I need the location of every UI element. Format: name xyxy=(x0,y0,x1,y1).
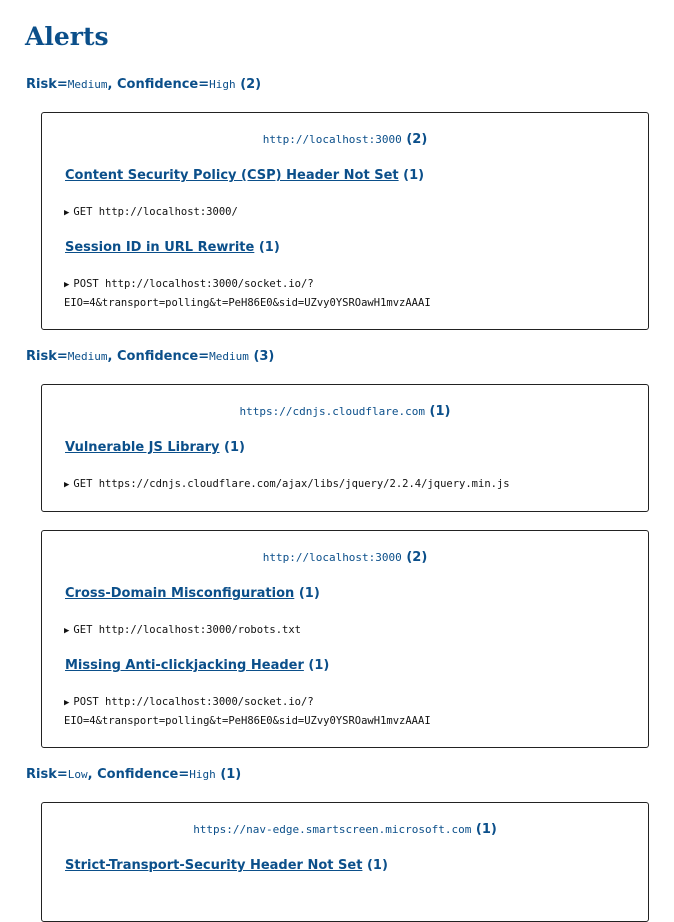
disclosure-triangle-icon: ▶ xyxy=(64,280,70,290)
site-host xyxy=(42,822,648,837)
request-line-continued: EIO=4&transport=polling&t=PeH86E0&sid=UZvy0YSROawH1mvzAAAI xyxy=(64,297,431,309)
request-line-continued: EIO=4&transport=polling&t=PeH86E0&sid=UZvy0YSROawH1mvzAAAI xyxy=(64,715,431,727)
risk-group-heading: Risk=Low, Confidence=High (1) xyxy=(26,767,242,782)
alert-link[interactable]: Content Security Policy (CSP) Header Not Set xyxy=(65,168,399,183)
site-count: (2) xyxy=(406,550,428,565)
alert-link[interactable]: Strict-Transport-Security Header Not Set xyxy=(65,858,363,873)
alert-heading xyxy=(65,858,388,873)
risk-label: Risk xyxy=(26,767,57,782)
alert-count: (1) xyxy=(224,440,245,455)
request-details-toggle[interactable] xyxy=(64,275,638,312)
site-card xyxy=(41,530,649,748)
risk-label: Risk xyxy=(26,77,57,92)
group-count: (1) xyxy=(220,767,242,782)
site-host xyxy=(42,404,648,419)
risk-group-heading: Risk=Medium, Confidence=Medium (3) xyxy=(26,349,275,364)
request-line: POST http://localhost:3000/socket.io/? xyxy=(73,278,314,290)
request-line: GET http://localhost:3000/robots.txt xyxy=(73,624,301,636)
alert-count: (1) xyxy=(258,240,280,255)
alert-heading xyxy=(65,658,329,673)
alert-heading xyxy=(65,586,320,601)
alert-link[interactable]: Session ID in URL Rewrite xyxy=(65,240,255,255)
site-url: https://nav-edge.smartscreen.microsoft.com xyxy=(193,823,472,836)
alert-link[interactable]: Missing Anti-clickjacking Header xyxy=(65,658,304,673)
confidence-value: High xyxy=(189,768,216,781)
risk-value: Low xyxy=(67,768,88,781)
risk-value: Medium xyxy=(67,78,108,91)
alert-heading xyxy=(65,168,424,183)
request-line: GET http://localhost:3000/ xyxy=(73,206,238,218)
site-host xyxy=(42,550,648,565)
request-details-toggle[interactable] xyxy=(64,475,638,494)
request-line: POST http://localhost:3000/socket.io/? xyxy=(73,696,314,708)
alert-heading xyxy=(65,240,280,255)
group-count: (3) xyxy=(253,349,275,364)
risk-label: Risk xyxy=(26,349,57,364)
confidence-value: High xyxy=(209,78,236,91)
alert-heading xyxy=(65,440,245,455)
alert-count: (1) xyxy=(366,858,388,873)
site-card xyxy=(41,802,649,922)
group-count: (2) xyxy=(240,77,262,92)
confidence-label: Confidence xyxy=(116,349,199,364)
disclosure-triangle-icon: ▶ xyxy=(64,626,70,636)
site-count: (1) xyxy=(429,404,451,419)
request-details-toggle[interactable] xyxy=(64,203,638,222)
risk-group-heading: Risk=Medium, Confidence=High (2) xyxy=(26,77,262,92)
alert-link[interactable]: Cross-Domain Misconfiguration xyxy=(65,586,295,601)
site-url: http://localhost:3000 xyxy=(262,551,402,564)
alert-count: (1) xyxy=(403,168,425,183)
alert-count: (1) xyxy=(298,586,320,601)
risk-value: Medium xyxy=(67,350,108,363)
site-count: (2) xyxy=(406,132,428,147)
request-details-toggle[interactable] xyxy=(64,621,638,640)
site-url: https://cdnjs.cloudflare.com xyxy=(239,405,425,418)
page-title: Alerts xyxy=(25,22,109,51)
alert-count: (1) xyxy=(308,658,330,673)
alert-link[interactable]: Vulnerable JS Library xyxy=(65,440,220,455)
site-count: (1) xyxy=(475,822,497,837)
site-card xyxy=(41,384,649,512)
disclosure-triangle-icon: ▶ xyxy=(64,480,70,490)
confidence-label: Confidence xyxy=(97,767,179,782)
request-details-toggle[interactable] xyxy=(64,693,638,730)
request-line: GET https://cdnjs.cloudflare.com/ajax/libs/jquery/2.2.4/jquery.min.js xyxy=(73,478,510,490)
confidence-label: Confidence xyxy=(116,77,199,92)
disclosure-triangle-icon: ▶ xyxy=(64,698,70,708)
site-card xyxy=(41,112,649,330)
site-url: http://localhost:3000 xyxy=(262,133,402,146)
site-host xyxy=(42,132,648,147)
disclosure-triangle-icon: ▶ xyxy=(64,208,70,218)
confidence-value: Medium xyxy=(209,350,249,363)
